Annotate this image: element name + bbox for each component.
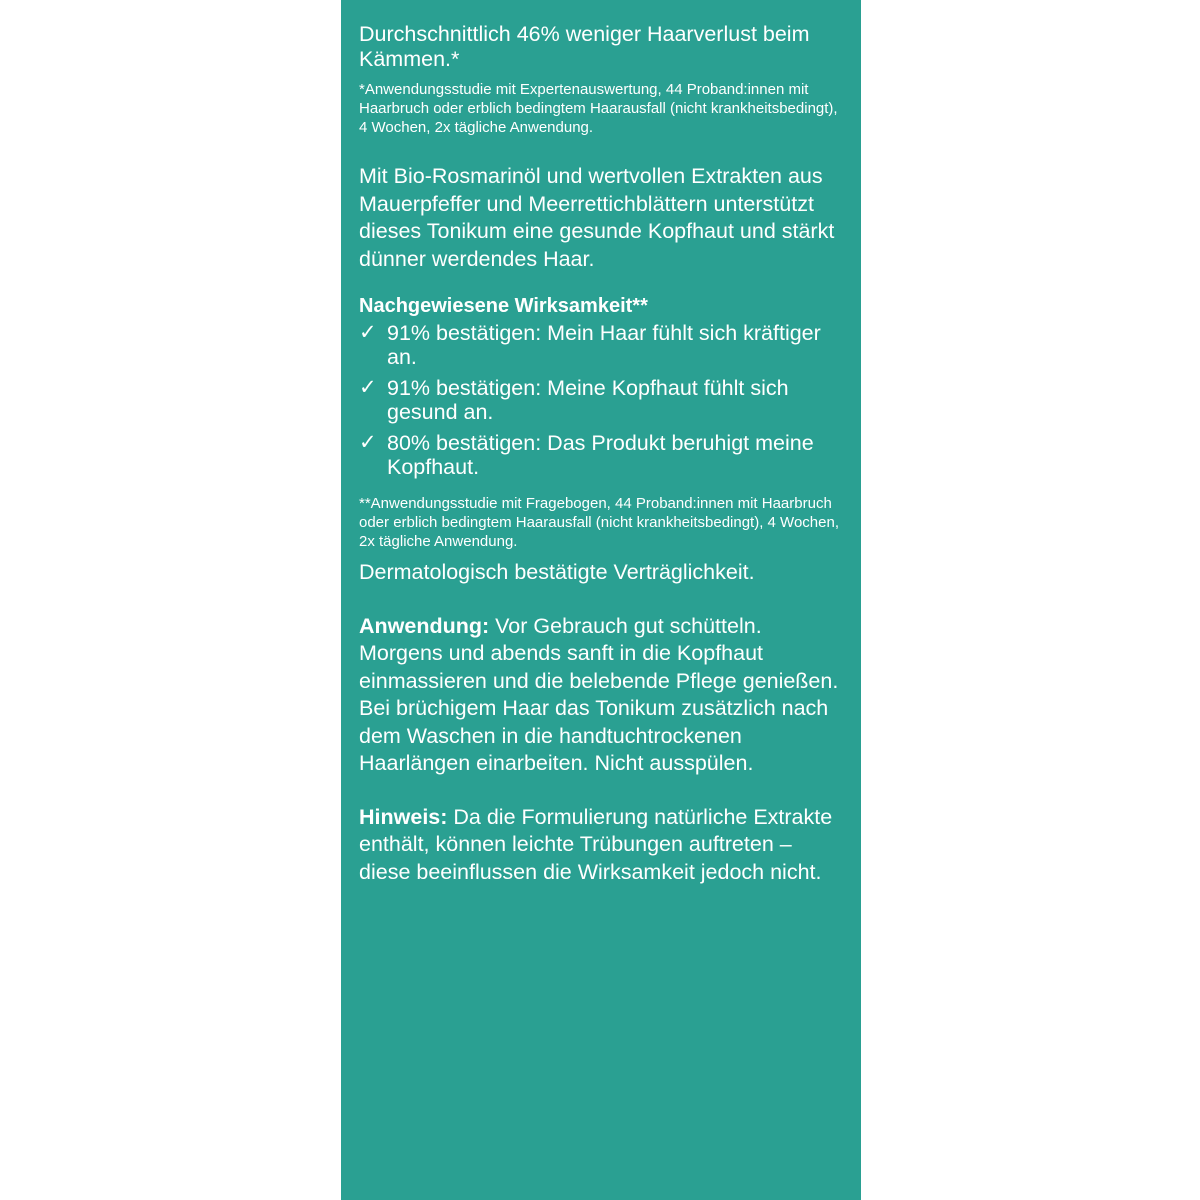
packaging-panel [341, 0, 861, 1200]
product-description: Mit Bio-Rosmarinöl und wertvollen Extrakten aus Mauerpfeffer und Meerrettichblättern unterstützt dieses Tonikum eine gesunde Kopfhaut und stärkt dünner werdendes Haar. [359, 164, 835, 271]
note-label: Hinweis: [359, 804, 448, 829]
efficacy-item [359, 321, 845, 369]
checkmark-icon: ✓ [359, 431, 377, 454]
usage-instructions [359, 613, 845, 778]
efficacy-item-text: 80% bestätigen: Das Produkt beruhigt meine Kopfhaut. [387, 431, 814, 479]
efficacy-list [359, 321, 845, 479]
tolerance-statement: Dermatologisch bestätigte Verträglichkeit. [359, 560, 755, 584]
hair-loss-claim: Durchschnittlich 46% weniger Haarverlust beim Kämmen.* [359, 22, 810, 71]
note-text: Da die Formulierung natürliche Extrakte enthält, können leichte Trübungen auftreten – diese beeinflussen die Wirksamkeit jedoch nicht. [359, 804, 833, 884]
efficacy-item-text: 91% bestätigen: Meine Kopfhaut fühlt sich gesund an. [387, 376, 789, 424]
claim-footnote: *Anwendungsstudie mit Expertenauswertung, 44 Proband:innen mit Haarbruch oder erblich bedingtem Haarausfall (nicht krankheitsbedingt), 4 Wochen, 2x tägliche Anwendung. [359, 81, 838, 136]
checkmark-icon: ✓ [359, 321, 377, 344]
product-note [359, 804, 845, 887]
efficacy-item-text: 91% bestätigen: Mein Haar fühlt sich kräftiger an. [387, 321, 821, 369]
efficacy-heading: Nachgewiesene Wirksamkeit** [359, 295, 648, 317]
efficacy-item [359, 431, 845, 479]
usage-label: Anwendung: [359, 613, 490, 638]
efficacy-item [359, 376, 845, 424]
packaging-text [359, 22, 845, 886]
efficacy-footnote: **Anwendungsstudie mit Fragebogen, 44 Proband:innen mit Haarbruch oder erblich bedingtem Haarausfall (nicht krankheitsbedingt), 4 Wochen, 2x tägliche Anwendung. [359, 495, 839, 550]
checkmark-icon: ✓ [359, 376, 377, 399]
usage-text: Vor Gebrauch gut schütteln. Morgens und abends sanft in die Kopfhaut einmassieren und die belebende Pflege genießen. Bei brüchigem Haar das Tonikum zusätzlich nach dem Waschen in die handtuchtrockenen Haarlängen einarbeiten. Nicht ausspülen. [359, 613, 839, 775]
